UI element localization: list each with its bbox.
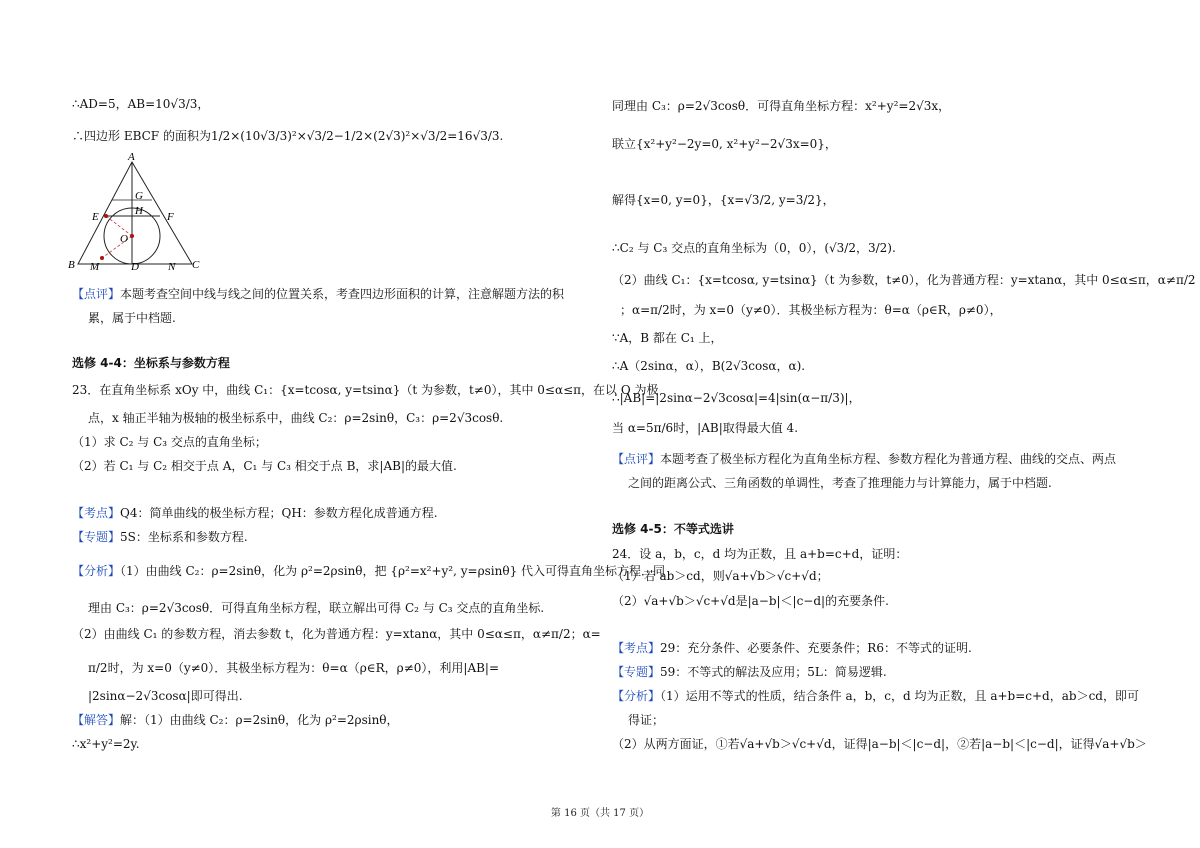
label-b: B	[68, 259, 75, 271]
q23-jieda-2: ∴x²+y²=2y.	[72, 737, 140, 751]
text-area-formula: ∴四边形 EBCF 的面积为1/2×(10√3/3)²×√3/2−1/2×(2√3)²×√3/2=16√3/3.	[72, 129, 504, 143]
r-line-8: ∴A（2sinα，α），B(2√3cosα，α).	[612, 359, 806, 373]
section-4-5: 选修 4-5：不等式选讲	[612, 522, 734, 536]
q23-fenxi-5: |2sinα−2√3cosα|即可得出.	[88, 689, 243, 703]
q23-fenxi-2: 理由 C₃：ρ=2√3cosθ．可得直角坐标方程，联立解出可得 C₂ 与 C₃ 交点的直角坐标.	[88, 601, 545, 615]
label-a: A	[128, 152, 135, 163]
comment-line-2: 累，属于中档题.	[88, 311, 176, 325]
q23-part-1: （1）求 C₂ 与 C₃ 交点的直角坐标；	[72, 435, 267, 449]
comment-line-1: 【点评】本题考查空间中线与线之间的位置关系，考查四边形面积的计算，注意解题方法的积	[72, 287, 565, 301]
label-m: M	[90, 261, 100, 272]
label-f: F	[167, 211, 174, 223]
q24-part-1: （1）若 ab＞cd，则√a+√b＞√c+√d；	[612, 569, 829, 583]
section-4-4: 选修 4-4：坐标系与参数方程	[72, 356, 230, 370]
label-g: G	[135, 190, 143, 202]
label-n: N	[168, 261, 176, 272]
r-line-1: 同理由 C₃：ρ=2√3cosθ．可得直角坐标方程：x²+y²=2√3x，	[612, 99, 951, 113]
q24-fenxi-1: 【分析】（1）运用不等式的性质，结合条件 a，b，c，d 均为正数，且 a+b=c+d，ab＞cd，即可	[612, 689, 1139, 703]
r-line-5: （2）曲线 C₁：{x=tcosα, y=tsinα}（t 为参数，t≠0），化为普通方程：y=xtanα，其中 0≤α≤π，α≠π/2	[612, 273, 1196, 287]
r-dianping-2: 之间的距离公式、三角函数的单调性，考查了推理能力与计算能力，属于中档题.	[628, 476, 1052, 490]
label-d: D	[131, 261, 139, 272]
q23-fenxi-4: π/2时，为 x=0（y≠0）．其极坐标方程为：θ=α（ρ∈R，ρ≠0），利用|AB|=	[88, 661, 500, 675]
q23-line-2: 点，x 轴正半轴为极轴的极坐标系中，曲线 C₂：ρ=2sinθ，C₃：ρ=2√3cosθ.	[88, 411, 504, 425]
r-line-10: 当 α=5π/6时，|AB|取得最大值 4.	[612, 421, 799, 435]
r-dianping-1: 【点评】本题考查了极坐标方程化为直角坐标方程、参数方程化为普通方程、曲线的交点、两点	[612, 452, 1117, 466]
label-c: C	[192, 259, 200, 271]
r-line-9: ∴|AB|=|2sinα−2√3cosα|=4|sin(α−π/3)|，	[612, 391, 861, 405]
label-h: H	[135, 205, 143, 217]
label-e: E	[92, 211, 99, 223]
text-ad-ab: ∴AD=5，AB=10√3/3，	[72, 97, 210, 111]
geometry-figure	[64, 152, 204, 272]
q24-fenxi-3: （2）从两方面证，①若√a+√b＞√c+√d，证得|a−b|＜|c−d|，②若|a−b|＜|c−d|，证得√a+√b＞	[612, 737, 1147, 751]
q23-fenxi-1: 【分析】（1）由曲线 C₂：ρ=2sinθ，化为 ρ²=2ρsinθ，把 {ρ²=x²+y², y=ρsinθ} 代入可得直角坐标方程．同	[72, 564, 666, 578]
r-line-7: ∵A，B 都在 C₁ 上，	[612, 331, 723, 345]
page-footer: 第 16 页（共 17 页）	[550, 808, 650, 819]
r-line-2: 联立{x²+y²−2y=0, x²+y²−2√3x=0}，	[612, 137, 837, 151]
q23-line-1: 23．在直角坐标系 xOy 中，曲线 C₁：{x=tcosα, y=tsinα}（t 为参数，t≠0），其中 0≤α≤π，在以 O 为极	[72, 383, 659, 397]
q23-jieda: 【解答】解：（1）由曲线 C₂：ρ=2sinθ，化为 ρ²=2ρsinθ，	[72, 713, 399, 727]
q23-zhuanti: 【专题】5S：坐标系和参数方程.	[72, 530, 248, 544]
q24-fenxi-2: 得证；	[628, 713, 665, 727]
q24-zhuanti: 【专题】59：不等式的解法及应用；5L：简易逻辑.	[612, 665, 887, 679]
q24-kaodian: 【考点】29：充分条件、必要条件、充要条件；R6：不等式的证明.	[612, 641, 972, 655]
q23-fenxi-3: （2）由曲线 C₁ 的参数方程，消去参数 t，化为普通方程：y=xtanα，其中 0≤α≤π，α≠π/2；α=	[72, 627, 601, 641]
q24-part-2: （2）√a+√b＞√c+√d是|a−b|＜|c−d|的充要条件.	[612, 594, 889, 608]
q24-stem: 24．设 a，b，c，d 均为正数，且 a+b=c+d，证明：	[612, 547, 908, 561]
label-o: O	[120, 233, 128, 245]
r-line-3: 解得{x=0, y=0}，{x=√3/2, y=3/2}，	[612, 193, 835, 207]
r-line-4: ∴C₂ 与 C₃ 交点的直角坐标为（0，0），(√3/2，3/2).	[612, 241, 896, 255]
comment-tag: 【点评】	[72, 287, 121, 301]
r-line-6: ；α=π/2时，为 x=0（y≠0）．其极坐标方程为：θ=α（ρ∈R，ρ≠0），	[620, 303, 1002, 317]
q23-part-2: （2）若 C₁ 与 C₂ 相交于点 A，C₁ 与 C₃ 相交于点 B，求|AB|的最大值.	[72, 459, 457, 473]
q23-kaodian: 【考点】Q4：简单曲线的极坐标方程；QH：参数方程化成普通方程.	[72, 506, 438, 520]
